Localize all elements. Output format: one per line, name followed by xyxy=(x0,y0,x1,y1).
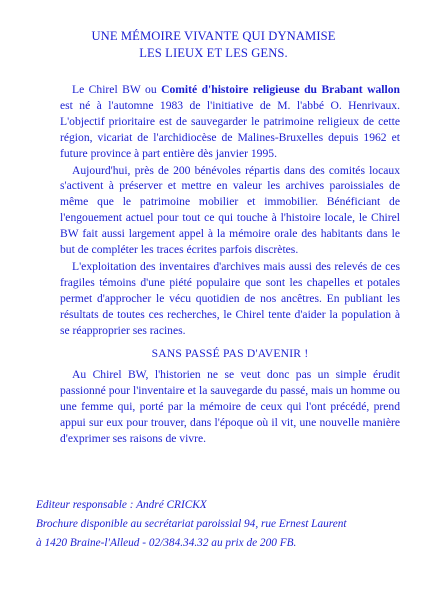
footer-availability: Brochure disponible au secrétariat paroissial 94, rue Ernest Laurent xyxy=(36,518,347,530)
footer-editor: Editeur responsable : André CRICKX xyxy=(36,499,207,511)
paragraph-inventories: L'exploitation des inventaires d'archives mais aussi des relevés de ces fragiles témoins d'une piété populaire que sont les chapelles et potales permet d'approcher le vécu quotidien de nos ancêtres. En publiant les résultats de toutes ces recherches, le Chirel tente d'aider la population à se réapproprier ses racines. xyxy=(60,259,400,337)
section-subheading: SANS PASSÉ PAS D'AVENIR ! xyxy=(151,346,309,360)
paragraph-intro-start: Le Chirel BW ou xyxy=(72,83,162,96)
footer-address-price: à 1420 Braine-l'Alleud - 02/384.34.32 au prix de 200 FB. xyxy=(36,537,297,549)
document-body xyxy=(60,82,400,448)
title-line-2: LES LIEUX ET LES GENS. xyxy=(139,46,288,60)
document-title xyxy=(0,28,427,62)
paragraph-historian: Au Chirel BW, l'historien ne se veut donc pas un simple érudit passionné pour l'inventaire et la sauvegarde du passé, mais un homme ou une femme qui, porté par la mémoire de ceux qui l'ont précédé, prend appui sur eux pour trouver, dans l'époque où il vit, une nouvelle manière d'exprimer ses raisons de vivre. xyxy=(60,368,400,446)
paragraph-intro xyxy=(60,82,400,162)
paragraph-volunteers: Aujourd'hui, près de 200 bénévoles répartis dans des comités locaux s'activent à préserver et mettre en valeur les archives paroissiales de même que le patrimoine mobilier et immobilier. Bénéficiant de l'engouement actuel pour tout ce qui touche à l'histoire locale, le Chirel BW fait aussi largement appel à la mémoire orale des habitants dans le but de compléter les traces écrites parfois discrètes. xyxy=(60,163,400,257)
paragraph-intro-rest: est né à l'automne 1983 de l'initiative de M. l'abbé O. Henrivaux. L'objectif prioritaire est de sauvegarder le patrimoine religieux de cette région, vicariat de l'archidiocèse de Malines-Bruxelles depuis 1962 et future province à part entière dès janvier 1995. xyxy=(60,98,400,160)
publisher-footer xyxy=(36,496,416,553)
title-line-1: UNE MÉMOIRE VIVANTE QUI DYNAMISE xyxy=(91,29,336,43)
committee-name: Comité d'histoire religieuse du Brabant wallon xyxy=(161,83,400,96)
